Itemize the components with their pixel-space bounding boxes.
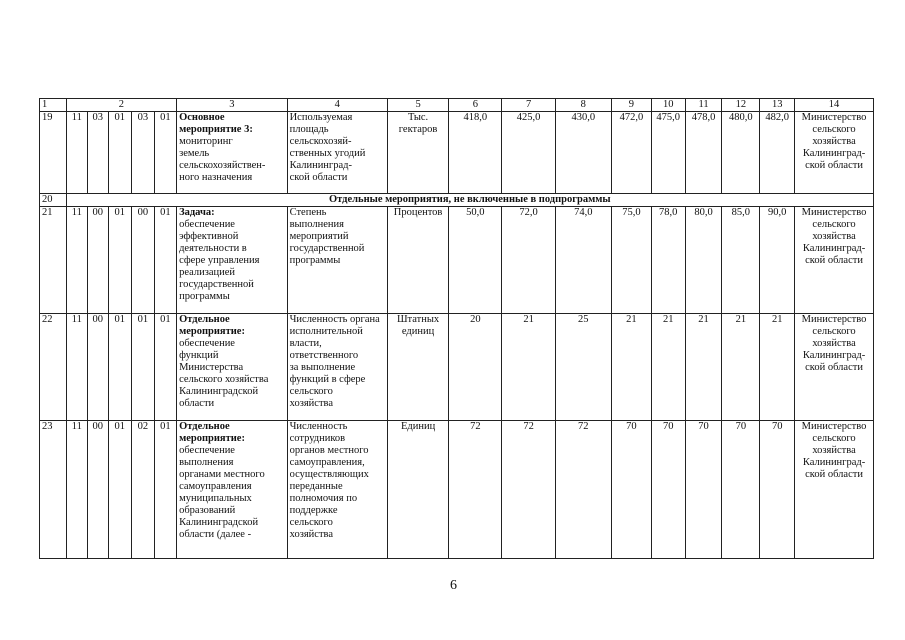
value-cell: 50,0	[449, 207, 502, 314]
event-title: мероприятие:	[179, 326, 245, 337]
header-cell: 10	[651, 99, 685, 112]
text-line: сфере управления	[179, 255, 260, 266]
value-cell: 70	[611, 421, 651, 559]
event-cell	[177, 112, 288, 194]
text-line: Министерство	[801, 421, 867, 432]
value-cell: 70	[651, 421, 685, 559]
value-cell: 70	[722, 421, 760, 559]
code-cell: 00	[88, 207, 108, 314]
value-cell: 72	[449, 421, 502, 559]
value-cell: 72,0	[502, 207, 555, 314]
value-cell: 21	[502, 314, 555, 421]
text-line: полномочия по	[289, 493, 358, 504]
text-line: ственных угодий	[289, 148, 366, 159]
value-cell: 418,0	[449, 112, 502, 194]
value-cell: 80,0	[685, 207, 722, 314]
row-number: 23	[40, 421, 67, 559]
code-cell: 01	[154, 112, 177, 194]
text-line: хозяйства	[812, 136, 856, 147]
text-line: Министерства	[179, 362, 244, 373]
header-cell: 5	[387, 99, 448, 112]
text-line: единиц	[401, 326, 435, 337]
text-line: Калининград-	[802, 457, 866, 468]
code-cell: 01	[108, 421, 132, 559]
responsible-cell	[795, 207, 874, 314]
text-line: мониторинг	[179, 136, 233, 147]
text-line: Калининградской	[179, 386, 259, 397]
event-title: Отдельное	[179, 314, 230, 325]
responsible-cell	[795, 112, 874, 194]
header-row	[40, 99, 874, 112]
text-line: ного назначения	[179, 172, 253, 183]
text-line: Тыс.	[407, 112, 429, 123]
value-cell: 475,0	[651, 112, 685, 194]
text-line: хозяйства	[812, 231, 856, 242]
text-line: органов местного	[289, 445, 369, 456]
text-line: Калининград-	[289, 160, 352, 171]
text-line: сельского	[812, 326, 856, 337]
value-cell: 70	[685, 421, 722, 559]
code-cell: 01	[154, 207, 177, 314]
code-cell: 01	[132, 314, 155, 421]
table-row	[40, 314, 874, 421]
value-cell: 425,0	[502, 112, 555, 194]
text-line: государственной	[289, 243, 365, 254]
text-line: реализацией	[179, 267, 236, 278]
value-cell: 478,0	[685, 112, 722, 194]
header-cell: 9	[611, 99, 651, 112]
text-line: самоуправления	[179, 481, 252, 492]
event-title: мероприятие 3:	[179, 124, 253, 135]
text-line: Штатных	[396, 314, 440, 325]
code-cell: 03	[88, 112, 108, 194]
value-cell: 75,0	[611, 207, 651, 314]
code-cell: 00	[88, 314, 108, 421]
row-number: 19	[40, 112, 67, 194]
text-line: площадь	[289, 124, 329, 135]
text-line: Калининградской	[179, 517, 259, 528]
text-line: власти,	[289, 338, 322, 349]
text-line: исполнительной	[289, 326, 363, 337]
text-line: сотрудников	[289, 433, 346, 444]
value-cell: 20	[449, 314, 502, 421]
value-cell: 21	[611, 314, 651, 421]
text-line: хозяйства	[812, 445, 856, 456]
text-line: мероприятий	[289, 231, 349, 242]
header-cell: 3	[177, 99, 288, 112]
indicators-table	[39, 98, 874, 559]
unit-cell	[387, 112, 448, 194]
responsible-cell	[795, 314, 874, 421]
text-line: за выполнение	[289, 362, 356, 373]
code-cell: 01	[108, 112, 132, 194]
value-cell: 21	[760, 314, 795, 421]
indicator-cell	[287, 314, 387, 421]
row-number: 22	[40, 314, 67, 421]
text-line: ской области	[805, 160, 863, 171]
table-row	[40, 207, 874, 314]
indicator-cell	[287, 421, 387, 559]
event-title: Основное	[179, 112, 225, 123]
value-cell: 72	[502, 421, 555, 559]
value-cell: 90,0	[760, 207, 795, 314]
text-line: функций	[179, 350, 219, 361]
text-line: ской области	[805, 469, 863, 480]
text-line: земель	[179, 148, 210, 159]
header-cell: 8	[555, 99, 611, 112]
section-title: Отдельные мероприятия, не включенные в подпрограммы	[66, 194, 873, 207]
header-cell: 6	[449, 99, 502, 112]
value-cell: 78,0	[651, 207, 685, 314]
text-line: Численность органа	[289, 314, 380, 325]
header-cell: 11	[685, 99, 722, 112]
text-line: переданные	[289, 481, 343, 492]
unit-cell	[387, 314, 448, 421]
event-cell	[177, 314, 288, 421]
text-line: гектаров	[398, 124, 438, 135]
text-line: функций в сфере	[289, 374, 366, 385]
event-title: мероприятие:	[179, 433, 245, 444]
text-line: обеспечение	[179, 219, 235, 230]
text-line: обеспечение	[179, 338, 235, 349]
text-line: эффективной	[179, 231, 239, 242]
code-cell: 01	[154, 421, 177, 559]
row-number: 20	[40, 194, 67, 207]
code-cell: 01	[108, 314, 132, 421]
text-line: образований	[179, 505, 236, 516]
text-line: муниципальных	[179, 493, 252, 504]
text-line: Процентов	[393, 207, 443, 218]
text-line: самоуправления,	[289, 457, 365, 468]
text-line: Численность	[289, 421, 348, 432]
unit-cell	[387, 421, 448, 559]
section-row	[40, 194, 874, 207]
text-line: выполнения	[289, 219, 344, 230]
text-line: сельского хозяйства	[179, 374, 269, 385]
header-cell: 7	[502, 99, 555, 112]
code-cell: 00	[132, 207, 155, 314]
indicator-cell	[287, 207, 387, 314]
text-line: области (далее -	[179, 529, 252, 540]
event-title: Отдельное	[179, 421, 230, 432]
value-cell: 472,0	[611, 112, 651, 194]
event-title: Задача:	[179, 207, 215, 218]
text-line: сельского	[812, 124, 856, 135]
text-line: Калининград-	[802, 350, 866, 361]
indicator-cell	[287, 112, 387, 194]
value-cell: 85,0	[722, 207, 760, 314]
row-number: 21	[40, 207, 67, 314]
text-line: сельского	[812, 219, 856, 230]
text-line: Калининград-	[802, 148, 866, 159]
code-cell: 01	[108, 207, 132, 314]
value-cell: 21	[722, 314, 760, 421]
text-line: органами местного	[179, 469, 265, 480]
code-cell: 03	[132, 112, 155, 194]
text-line: сельского	[289, 386, 333, 397]
text-line: Министерство	[801, 207, 867, 218]
text-line: государственной	[179, 279, 254, 290]
text-line: области	[179, 398, 215, 409]
code-cell: 00	[88, 421, 108, 559]
text-line: программы	[179, 291, 230, 302]
code-cell: 11	[66, 421, 87, 559]
text-line: ской области	[805, 255, 863, 266]
text-line: Министерство	[801, 314, 867, 325]
value-cell: 72	[555, 421, 611, 559]
table-row	[40, 421, 874, 559]
value-cell: 70	[760, 421, 795, 559]
text-line: Степень	[289, 207, 327, 218]
responsible-cell	[795, 421, 874, 559]
value-cell: 74,0	[555, 207, 611, 314]
value-cell: 21	[685, 314, 722, 421]
text-line: хозяйства	[289, 398, 334, 409]
text-line: обеспечение	[179, 445, 235, 456]
text-line: ской области	[289, 172, 348, 183]
header-cell: 13	[760, 99, 795, 112]
header-cell: 12	[722, 99, 760, 112]
text-line: поддержке	[289, 505, 338, 516]
text-line: деятельности в	[179, 243, 247, 254]
header-cell: 2	[66, 99, 176, 112]
text-line: программы	[289, 255, 341, 266]
header-cell: 14	[795, 99, 874, 112]
text-line: сельскохозяй-	[289, 136, 352, 147]
table-row	[40, 112, 874, 194]
event-cell	[177, 207, 288, 314]
value-cell: 430,0	[555, 112, 611, 194]
code-cell: 11	[66, 314, 87, 421]
text-line: хозяйства	[812, 338, 856, 349]
text-line: выполнения	[179, 457, 234, 468]
code-cell: 01	[154, 314, 177, 421]
unit-cell	[387, 207, 448, 314]
value-cell: 482,0	[760, 112, 795, 194]
text-line: сельскохозяйствен-	[179, 160, 266, 171]
page-number: 6	[450, 578, 457, 593]
code-cell: 02	[132, 421, 155, 559]
text-line: Единиц	[400, 421, 436, 432]
code-cell: 11	[66, 112, 87, 194]
text-line: сельского	[289, 517, 333, 528]
header-cell: 1	[40, 99, 67, 112]
value-cell: 21	[651, 314, 685, 421]
text-line: Калининград-	[802, 243, 866, 254]
event-cell	[177, 421, 288, 559]
code-cell: 11	[66, 207, 87, 314]
text-line: ской области	[805, 362, 863, 373]
value-cell: 25	[555, 314, 611, 421]
text-line: хозяйства	[289, 529, 334, 540]
text-line: осуществляющих	[289, 469, 369, 480]
text-line: Используемая	[289, 112, 353, 123]
text-line: Министерство	[801, 112, 867, 123]
value-cell: 480,0	[722, 112, 760, 194]
header-cell: 4	[287, 99, 387, 112]
text-line: ответственного	[289, 350, 359, 361]
text-line: сельского	[812, 433, 856, 444]
